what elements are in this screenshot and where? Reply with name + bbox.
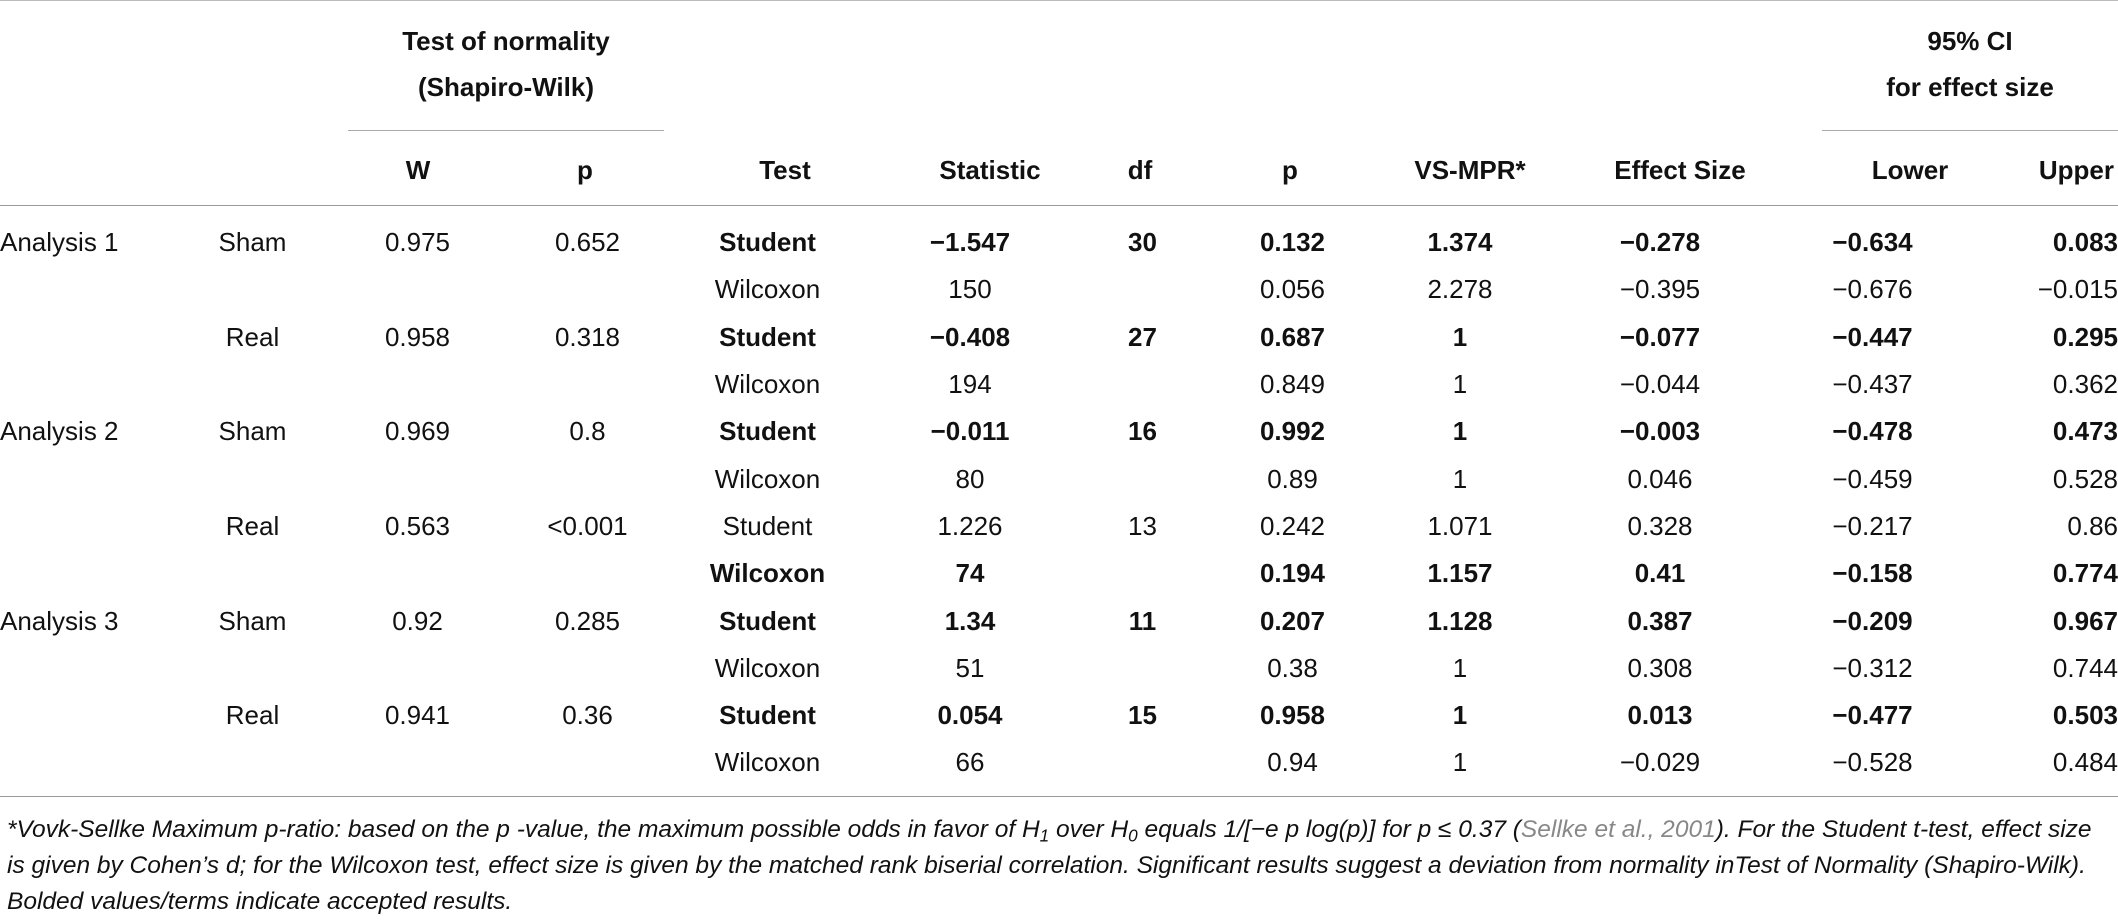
footnote-sub-1: 1 xyxy=(1039,825,1050,846)
cell-lower: −0.459 xyxy=(1832,463,1913,494)
cell-test: Student xyxy=(722,510,813,541)
cell-statistic: 0.054 xyxy=(937,700,1003,731)
table-row xyxy=(0,408,2118,455)
results-table-body xyxy=(0,219,2118,787)
table-row xyxy=(0,455,2118,502)
cell-effect-size: −0.044 xyxy=(1619,369,1701,400)
cell-upper: 0.503 xyxy=(2052,700,2118,731)
cell-test: Student xyxy=(719,605,816,636)
cell-df xyxy=(1070,361,1215,408)
cell-test: Wilcoxon xyxy=(714,463,821,494)
cell-df xyxy=(1070,266,1215,313)
cell-df xyxy=(1070,645,1215,692)
cell-group xyxy=(180,739,325,786)
cell-group: Sham xyxy=(218,227,287,258)
cell-p-normality xyxy=(510,550,665,597)
cell-statistic: 1.34 xyxy=(944,605,996,636)
header-group-ci xyxy=(1822,18,2118,110)
cell-group: Sham xyxy=(218,605,287,636)
cell-analysis xyxy=(0,692,180,739)
table-row xyxy=(0,503,2118,550)
table-row xyxy=(0,219,2118,266)
cell-p: 0.958 xyxy=(1259,700,1326,731)
cell-lower: −0.209 xyxy=(1832,605,1913,636)
cell-vsmpr: 1.157 xyxy=(1427,558,1493,589)
cell-w: 0.969 xyxy=(384,416,451,447)
cell-test: Wilcoxon xyxy=(714,369,821,400)
col-header-df: df xyxy=(1127,155,1153,185)
cell-lower: −0.528 xyxy=(1832,747,1913,778)
cell-effect-size: −0.278 xyxy=(1619,227,1701,258)
cell-w xyxy=(325,739,510,786)
cell-analysis xyxy=(0,739,180,786)
cell-statistic: 51 xyxy=(955,652,985,683)
cell-p-normality: 0.652 xyxy=(554,227,621,258)
cell-p: 0.38 xyxy=(1267,652,1318,683)
cell-statistic: 74 xyxy=(955,558,985,589)
cell-upper: 0.774 xyxy=(2052,558,2118,589)
cell-vsmpr: 1.071 xyxy=(1427,510,1493,541)
col-header-effect-size: Effect Size xyxy=(1614,155,1746,185)
cell-df: 13 xyxy=(1128,510,1157,541)
table-row xyxy=(0,266,2118,313)
col-header-vsmpr: VS-MPR* xyxy=(1414,155,1526,185)
cell-analysis: Analysis 2 xyxy=(0,416,119,447)
cell-p-normality: 0.285 xyxy=(554,605,621,636)
cell-statistic: 150 xyxy=(948,274,992,305)
cell-df: 27 xyxy=(1128,321,1157,352)
cell-upper: 0.744 xyxy=(2052,652,2118,683)
header-rule xyxy=(0,205,2118,206)
table-row xyxy=(0,361,2118,408)
cell-w: 0.975 xyxy=(384,227,451,258)
cell-test: Wilcoxon xyxy=(714,274,821,305)
cell-p: 0.94 xyxy=(1267,747,1318,778)
cell-lower: −0.477 xyxy=(1832,700,1913,731)
cell-group: Real xyxy=(225,700,280,731)
cell-upper: 0.528 xyxy=(2052,463,2118,494)
cell-upper: 0.362 xyxy=(2052,369,2118,400)
cell-vsmpr: 1 xyxy=(1452,416,1468,447)
cell-p: 0.132 xyxy=(1259,227,1326,258)
cell-df: 16 xyxy=(1128,416,1157,447)
cell-statistic: 194 xyxy=(948,369,992,400)
cell-analysis xyxy=(0,455,180,502)
cell-effect-size: 0.308 xyxy=(1627,652,1693,683)
footnote-text-d: ). For the Student t-test, effect size is given by Cohen’s d; for the Wilcoxon test, effect size is given by the matched rank biserial correlation. Significant results suggest a deviation from normality inTest of Normality (Shapiro-Wilk). Bolded values/terms indicate accepted results. xyxy=(7,816,2092,915)
cell-vsmpr: 1 xyxy=(1452,747,1468,778)
cell-test: Student xyxy=(719,416,816,447)
cell-test: Wilcoxon xyxy=(714,747,821,778)
cell-test: Wilcoxon xyxy=(714,652,821,683)
header-group-ci-line1: 95% CI xyxy=(1927,26,2013,56)
cell-p-normality: <0.001 xyxy=(547,510,628,541)
cell-p: 0.242 xyxy=(1259,510,1326,541)
cell-effect-size: 0.387 xyxy=(1627,605,1693,636)
cell-group: Real xyxy=(225,321,280,352)
cell-statistic: 66 xyxy=(955,747,985,778)
cell-lower: −0.158 xyxy=(1832,558,1913,589)
cell-statistic: −0.011 xyxy=(930,416,1010,447)
cell-lower: −0.634 xyxy=(1832,227,1913,258)
cell-lower: −0.478 xyxy=(1832,416,1913,447)
cell-statistic: 1.226 xyxy=(937,510,1003,541)
cell-vsmpr: 1 xyxy=(1452,652,1468,683)
cell-statistic: −0.408 xyxy=(929,321,1011,352)
cell-upper: −0.015 xyxy=(2037,274,2118,305)
header-group-ci-line2: for effect size xyxy=(1886,72,2054,102)
table-footnote xyxy=(7,812,2112,920)
cell-vsmpr: 1 xyxy=(1452,700,1468,731)
cell-effect-size: 0.41 xyxy=(1634,558,1686,589)
cell-p: 0.056 xyxy=(1259,274,1326,305)
footnote-text-c: equals 1/[−e p log(p)] for p ≤ 0.37 ( xyxy=(1137,816,1521,843)
cell-vsmpr: 1 xyxy=(1452,321,1468,352)
footnote-sub-0: 0 xyxy=(1128,825,1138,846)
cell-analysis: Analysis 3 xyxy=(0,605,119,636)
cell-group: Real xyxy=(225,510,280,541)
col-header-p: p xyxy=(1282,155,1298,185)
cell-statistic: −1.547 xyxy=(929,227,1011,258)
table-row xyxy=(0,550,2118,597)
cell-vsmpr: 1.128 xyxy=(1427,605,1493,636)
table-row xyxy=(0,645,2118,692)
cell-analysis xyxy=(0,266,180,313)
cell-df xyxy=(1070,739,1215,786)
cell-p-normality xyxy=(510,361,665,408)
cell-effect-size: 0.013 xyxy=(1627,700,1693,731)
header-group-normality xyxy=(348,18,664,110)
cell-p-normality xyxy=(510,645,665,692)
cell-analysis xyxy=(0,314,180,361)
cell-w xyxy=(325,266,510,313)
cell-test: Student xyxy=(719,700,816,731)
cell-w xyxy=(325,361,510,408)
cell-vsmpr: 1 xyxy=(1452,463,1468,494)
cell-upper: 0.86 xyxy=(2067,510,2118,541)
normality-group-underline xyxy=(348,130,664,131)
bottom-rule xyxy=(0,796,2118,797)
footnote-text-a: *Vovk-Sellke Maximum p-ratio: based on the p -value, the maximum possible odds in favor of H xyxy=(7,816,1040,843)
cell-effect-size: 0.328 xyxy=(1627,510,1693,541)
cell-p: 0.194 xyxy=(1259,558,1326,589)
cell-group xyxy=(180,550,325,597)
cell-vsmpr: 1.374 xyxy=(1427,227,1493,258)
cell-p: 0.687 xyxy=(1259,321,1326,352)
cell-w: 0.92 xyxy=(392,605,443,636)
cell-p-normality xyxy=(510,739,665,786)
results-table xyxy=(0,219,2118,787)
col-header-lower: Lower xyxy=(1871,155,1949,185)
cell-p-normality: 0.8 xyxy=(569,416,606,447)
table-row xyxy=(0,597,2118,644)
cell-analysis xyxy=(0,361,180,408)
cell-analysis xyxy=(0,550,180,597)
footnote-citation-link[interactable]: Sellke et al., 2001 xyxy=(1520,816,1716,843)
cell-p: 0.207 xyxy=(1259,605,1326,636)
col-header-upper: Upper xyxy=(2038,155,2114,185)
cell-effect-size: −0.003 xyxy=(1619,416,1701,447)
header-group-normality-line1: Test of normality xyxy=(402,26,610,56)
cell-effect-size: −0.077 xyxy=(1619,321,1701,352)
cell-p-normality: 0.318 xyxy=(554,321,621,352)
ci-group-underline xyxy=(1822,130,2118,131)
cell-lower: −0.217 xyxy=(1832,510,1913,541)
cell-vsmpr: 1 xyxy=(1452,369,1468,400)
cell-analysis: Analysis 1 xyxy=(0,227,119,258)
cell-upper: 0.083 xyxy=(2052,227,2118,258)
cell-w: 0.563 xyxy=(384,510,451,541)
cell-lower: −0.447 xyxy=(1832,321,1913,352)
cell-p-normality xyxy=(510,455,665,502)
table-row xyxy=(0,692,2118,739)
cell-df xyxy=(1070,455,1215,502)
cell-lower: −0.437 xyxy=(1832,369,1913,400)
cell-group xyxy=(180,266,325,313)
cell-w xyxy=(325,645,510,692)
cell-lower: −0.312 xyxy=(1832,652,1913,683)
col-header-statistic: Statistic xyxy=(939,155,1041,185)
cell-p: 0.89 xyxy=(1267,463,1318,494)
cell-w xyxy=(325,455,510,502)
table-row xyxy=(0,739,2118,786)
cell-lower: −0.676 xyxy=(1832,274,1913,305)
cell-statistic: 80 xyxy=(955,463,985,494)
cell-test: Student xyxy=(719,227,816,258)
cell-group xyxy=(180,455,325,502)
cell-df xyxy=(1070,550,1215,597)
cell-vsmpr: 2.278 xyxy=(1427,274,1493,305)
cell-upper: 0.295 xyxy=(2052,321,2118,352)
header-group-normality-line2: (Shapiro-Wilk) xyxy=(418,72,594,102)
cell-df: 11 xyxy=(1128,605,1157,636)
table-row xyxy=(0,314,2118,361)
cell-p-normality: 0.36 xyxy=(562,700,613,731)
cell-group xyxy=(180,645,325,692)
cell-p: 0.849 xyxy=(1259,369,1326,400)
cell-upper: 0.473 xyxy=(2052,416,2118,447)
cell-effect-size: −0.395 xyxy=(1619,274,1701,305)
col-header-w: W xyxy=(405,155,431,185)
cell-w: 0.941 xyxy=(384,700,451,731)
cell-effect-size: −0.029 xyxy=(1619,747,1701,778)
cell-group xyxy=(180,361,325,408)
cell-test: Student xyxy=(719,321,816,352)
cell-effect-size: 0.046 xyxy=(1627,463,1693,494)
footnote-text-b: over H xyxy=(1049,816,1129,843)
top-border xyxy=(0,0,2118,1)
col-header-test: Test xyxy=(759,155,811,185)
cell-upper: 0.484 xyxy=(2052,747,2118,778)
cell-w xyxy=(325,550,510,597)
cell-df: 30 xyxy=(1128,227,1157,258)
cell-group: Sham xyxy=(218,416,287,447)
cell-analysis xyxy=(0,645,180,692)
cell-df: 15 xyxy=(1128,700,1157,731)
col-header-p-normality: p xyxy=(577,155,593,185)
cell-w: 0.958 xyxy=(384,321,451,352)
cell-p: 0.992 xyxy=(1259,416,1326,447)
cell-upper: 0.967 xyxy=(2052,605,2118,636)
cell-test: Wilcoxon xyxy=(709,558,826,589)
cell-p-normality xyxy=(510,266,665,313)
cell-analysis xyxy=(0,503,180,550)
